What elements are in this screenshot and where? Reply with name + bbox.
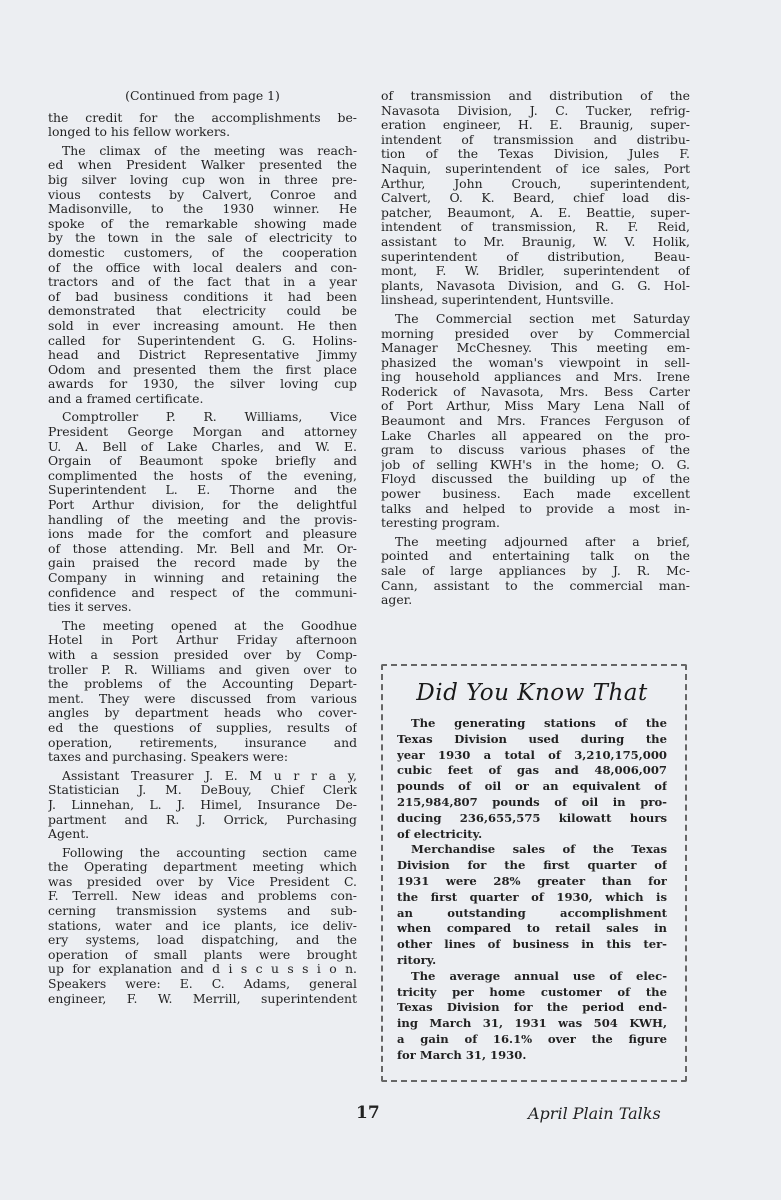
text-line: the credit for the accomplishments be- <box>48 110 357 125</box>
text-line: ducing 236,655,575 kilowatt hours <box>397 810 667 825</box>
text-line: Assistant Treasurer J. E. M u r r a y, <box>62 768 357 783</box>
paragraph <box>381 312 690 531</box>
text-line: Navasota Division, J. C. Tucker, refrig- <box>381 103 690 118</box>
text-line: The meeting opened at the Goodhue <box>62 618 357 633</box>
text-line: tion of the Texas Division, Jules F. <box>381 147 690 162</box>
text-line: and a framed certificate. <box>48 391 204 406</box>
text-line: U. A. Bell of Lake Charles, and W. E. <box>48 439 357 454</box>
text-line: a gain of 16.1% over the figure <box>397 1031 667 1046</box>
text-line: ed the questions of supplies, results of <box>48 720 357 735</box>
text-line: superintendent of distribution, Beau- <box>381 249 690 264</box>
text-line: ager. <box>381 593 413 608</box>
text-line: Hotel in Port Arthur Friday afternoon <box>48 633 357 648</box>
text-line: patcher, Beaumont, A. E. Beattie, super- <box>381 205 690 220</box>
text-line: pounds of oil or an equivalent of <box>397 779 667 794</box>
text-line: domestic customers, of the cooperation <box>48 245 357 260</box>
text-line: eration engineer, H. E. Braunig, super- <box>381 118 690 133</box>
text-line: Manager McChesney. This meeting em- <box>381 341 690 356</box>
text-line: of the office with local dealers and con- <box>48 260 357 275</box>
text-line: Merchandise sales of the Texas <box>411 842 667 857</box>
text-line: operation of small plants were brought <box>48 947 357 962</box>
paragraph <box>48 769 357 842</box>
text-line: called for Superintendent G. G. Holins- <box>48 333 357 348</box>
text-line: Odom and presented them the first place <box>48 362 357 377</box>
paragraph <box>48 410 357 614</box>
text-line: F. Terrell. New ideas and problems con- <box>48 889 357 904</box>
text-line: phasized the woman's viewpoint in sell- <box>381 355 690 370</box>
paragraph <box>381 535 690 608</box>
paragraph <box>48 144 357 407</box>
text-line: of bad business conditions it had been <box>48 289 357 304</box>
text-line: assistant to Mr. Braunig, W. V. Holik, <box>381 234 690 249</box>
text-line: linshead, superintendent, Huntsville. <box>381 293 614 308</box>
right-column <box>381 89 690 612</box>
text-line: year 1930 a total of 3,210,175,000 <box>397 747 667 762</box>
text-line: vious contests by Calvert, Conroe and <box>48 187 357 202</box>
text-line: sold in ever increasing amount. He then <box>48 318 357 333</box>
text-line: 1931 were 28% greater than for <box>397 873 667 888</box>
text-line: Lake Charles all appeared on the pro- <box>381 428 690 443</box>
publication-title: April Plain Talks <box>528 1104 661 1123</box>
text-line: of Port Arthur, Miss Mary Lena Nall of <box>381 399 690 414</box>
text-line: stations, water and ice plants, ice deliv- <box>48 918 357 933</box>
text-line: handling of the meeting and the provis- <box>48 512 357 527</box>
paragraph <box>381 89 690 308</box>
text-line: The Commercial section met Saturday <box>395 311 690 326</box>
text-line: by the town in the sale of electricity to <box>48 231 357 246</box>
text-line: an outstanding accomplishment <box>397 905 667 920</box>
paragraph <box>397 842 667 968</box>
text-line: Beaumont and Mrs. Frances Ferguson of <box>381 414 690 429</box>
text-line: operation, retirements, insurance and <box>48 735 357 750</box>
text-line: Calvert, O. K. Beard, chief load dis- <box>381 191 690 206</box>
text-line: big silver loving cup won in three pre- <box>48 172 357 187</box>
text-line: Floyd discussed the building up of the <box>381 472 690 487</box>
paragraph <box>48 111 357 140</box>
text-line: ment. They were discussed from various <box>48 691 357 706</box>
text-line: Speakers were: E. C. Adams, general <box>48 977 357 992</box>
text-line: Arthur, John Crouch, superintendent, <box>381 176 690 191</box>
text-line: sale of large appliances by J. R. Mc- <box>381 564 690 578</box>
text-line: the problems of the Accounting Depart- <box>48 677 357 692</box>
text-line: complimented the hosts of the evening, <box>48 468 357 483</box>
text-line: cerning transmission systems and sub- <box>48 904 357 919</box>
continued-heading: (Continued from page 1) <box>125 88 280 103</box>
text-line: J. Linnehan, L. J. Himel, Insurance De- <box>48 797 357 812</box>
text-line: for March 31, 1930. <box>397 1047 527 1062</box>
text-line: The climax of the meeting was reach- <box>62 143 357 158</box>
text-line: spoke of the remarkable showing made <box>48 216 357 231</box>
text-line: Texas Division used during the <box>397 731 667 746</box>
text-line: when compared to retail sales in <box>397 921 667 936</box>
text-line: troller P. R. Williams and given over to <box>48 662 357 677</box>
text-line: power business. Each made excellent <box>381 487 690 502</box>
text-line: angles by department heads who cover- <box>48 706 357 721</box>
text-line: confidence and respect of the communi- <box>48 585 357 600</box>
paragraph <box>48 846 357 1007</box>
text-line: demonstrated that electricity could be <box>48 304 357 319</box>
text-line: job of selling KWH's in the home; O. G. <box>381 457 690 472</box>
did-you-know-box <box>381 664 687 1082</box>
text-line: Superintendent L. E. Thorne and the <box>48 483 357 498</box>
text-line: Texas Division for the period end- <box>397 1000 667 1015</box>
text-line: of electricity. <box>397 826 483 841</box>
text-line: was presided over by Vice President C. <box>48 874 357 889</box>
text-line: Port Arthur division, for the delightful <box>48 498 357 513</box>
text-line: longed to his fellow workers. <box>48 125 231 140</box>
text-line: engineer, F. W. Merrill, superintendent <box>48 991 357 1006</box>
box-title: Did You Know That <box>416 680 648 706</box>
text-line: other lines of business in this ter- <box>397 937 667 952</box>
paragraph <box>48 619 357 765</box>
text-line: ed when President Walker presented the <box>48 158 357 173</box>
text-line: tricity per home customer of the <box>397 984 667 999</box>
text-line: 215,984,807 pounds of oil in pro- <box>397 794 667 809</box>
text-line: Comptroller P. R. Williams, Vice <box>62 410 357 425</box>
text-line: The meeting adjourned after a brief, <box>395 534 690 549</box>
text-line: awards for 1930, the silver loving cup <box>48 377 357 392</box>
text-line: the Operating department meeting which <box>48 860 357 875</box>
text-line: teresting program. <box>381 516 500 531</box>
text-line: President George Morgan and attorney <box>48 425 357 440</box>
page-number: 17 <box>356 1103 380 1123</box>
text-line: Following the accounting section came <box>62 845 357 860</box>
text-line: intendent of transmission and distribu- <box>381 132 690 147</box>
text-line: pointed and entertaining talk on the <box>381 549 690 564</box>
text-line: head and District Representative Jimmy <box>48 348 357 363</box>
text-line: ing household appliances and Mrs. Irene <box>381 370 690 385</box>
text-line: tractors and of the fact that in a year <box>48 275 357 290</box>
text-line: Statistician J. M. DeBouy, Chief Clerk <box>48 783 357 798</box>
text-line: taxes and purchasing. Speakers were: <box>48 750 289 765</box>
text-line: ties it serves. <box>48 600 132 615</box>
text-line: Cann, assistant to the commercial man- <box>381 578 690 593</box>
text-line: the first quarter of 1930, which is <box>397 889 667 904</box>
text-line: ing March 31, 1931 was 504 KWH, <box>397 1016 667 1031</box>
text-line: ions made for the comfort and pleasure <box>48 527 357 542</box>
text-line: gram to discuss various phases of the <box>381 443 690 458</box>
text-line: Roderick of Navasota, Mrs. Bess Carter <box>381 384 690 399</box>
text-line: mont, F. W. Bridler, superintendent of <box>381 264 690 279</box>
text-line: of transmission and distribution of the <box>381 89 690 103</box>
text-line: Company in winning and retaining the <box>48 571 357 585</box>
text-line: of those attending. Mr. Bell and Mr. Or- <box>48 541 357 556</box>
text-line: ery systems, load dispatching, and the <box>48 933 357 948</box>
text-line: The average annual use of elec- <box>411 968 667 983</box>
text-line: partment and R. J. Orrick, Purchasing <box>48 812 357 827</box>
text-line: morning presided over by Commercial <box>381 326 690 341</box>
text-line: Madisonville, to the 1930 winner. He <box>48 202 357 217</box>
text-line: Naquin, superintendent of ice sales, Port <box>381 161 690 176</box>
text-line: ritory. <box>397 952 437 967</box>
text-line: gain praised the record made by the <box>48 556 357 571</box>
paragraph <box>397 716 667 842</box>
text-line: cubic feet of gas and 48,006,007 <box>397 763 667 778</box>
text-line: with a session presided over by Comp- <box>48 647 357 662</box>
text-line: Agent. <box>48 827 90 842</box>
text-line: Division for the first quarter of <box>397 858 667 873</box>
text-line: plants, Navasota Division, and G. G. Hol- <box>381 278 690 293</box>
text-line: intendent of transmission, R. F. Reid, <box>381 220 690 235</box>
text-line: The generating stations of the <box>411 716 667 730</box>
text-line: Orgain of Beaumont spoke briefly and <box>48 454 357 469</box>
text-line: up for explanation and d i s c u s s i o n. <box>48 962 357 977</box>
text-line: talks and helped to provide a most in- <box>381 501 690 516</box>
paragraph <box>397 969 667 1064</box>
left-column <box>48 89 357 1010</box>
